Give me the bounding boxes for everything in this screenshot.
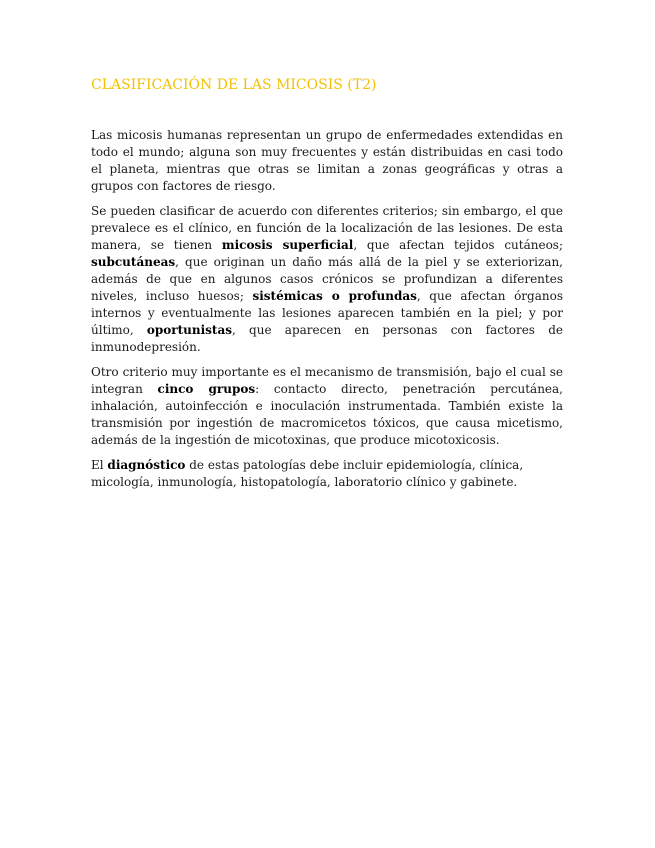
term-subcutaneous: subcutáneas <box>91 255 176 269</box>
paragraph-text: , que originan un daño más allá de la piel y se exteriorizan, además de que en algunos casos crónicos se profundizan a diferentes niveles, incluso huesos; <box>91 255 563 303</box>
paragraph-intro-text: Las micosis humanas representan un grupo de enfermedades extendidas en todo el mundo; alguna son muy frecuentes y están distribuidas en casi todo el planeta, mientras que otras se limitan a zonas geográficas y otras a grupos con factores de riesgo. <box>91 128 563 193</box>
paragraph-clinical-classification <box>91 203 563 356</box>
paragraph-text: El <box>91 458 108 472</box>
paragraph-text: Se pueden clasificar de acuerdo con diferentes criterios; sin embargo, el que prevalece es el clínico, en función de la localización de las lesiones. De esta manera, se tienen <box>91 204 563 252</box>
paragraph-text: , que aparecen en personas con factores de inmunodepresión. <box>91 323 563 354</box>
paragraph-transmission <box>91 364 563 449</box>
paragraph-diagnosis <box>91 457 563 491</box>
term-diagnosis: diagnóstico <box>107 458 186 472</box>
paragraph-text: , que afectan órganos internos y eventualmente las lesiones aparecen también en la piel; y por último, <box>91 289 563 337</box>
term-superficial: micosis superficial <box>221 238 354 252</box>
paragraph-text: , que afectan tejidos cutáneos; <box>353 238 564 252</box>
paragraph-intro <box>91 127 563 195</box>
document-title: CLASIFICACIÓN DE LAS MICOSIS (T2) <box>91 77 377 93</box>
paragraph-text: Otro criterio muy importante es el mecanismo de transmisión, bajo el cual se integran <box>91 365 563 396</box>
term-five-groups: cinco grupos <box>157 382 256 396</box>
term-systemic: sistémicas o profundas <box>252 289 417 303</box>
paragraph-text: : contacto directo, penetración percutánea, inhalación, autoinfección e inoculación instrumentada. También existe la transmisión por ingestión de macromicetos tóxicos, que causa micetismo, además de la ingestión de micotoxinas, que produce micotoxicosis. <box>91 382 563 447</box>
document-body <box>91 127 563 499</box>
paragraph-text: de estas patologías debe incluir epidemiología, clínica, micología, inmunología, histopatología, laboratorio clínico y gabinete. <box>91 458 524 489</box>
term-opportunistic: oportunistas <box>146 323 232 337</box>
